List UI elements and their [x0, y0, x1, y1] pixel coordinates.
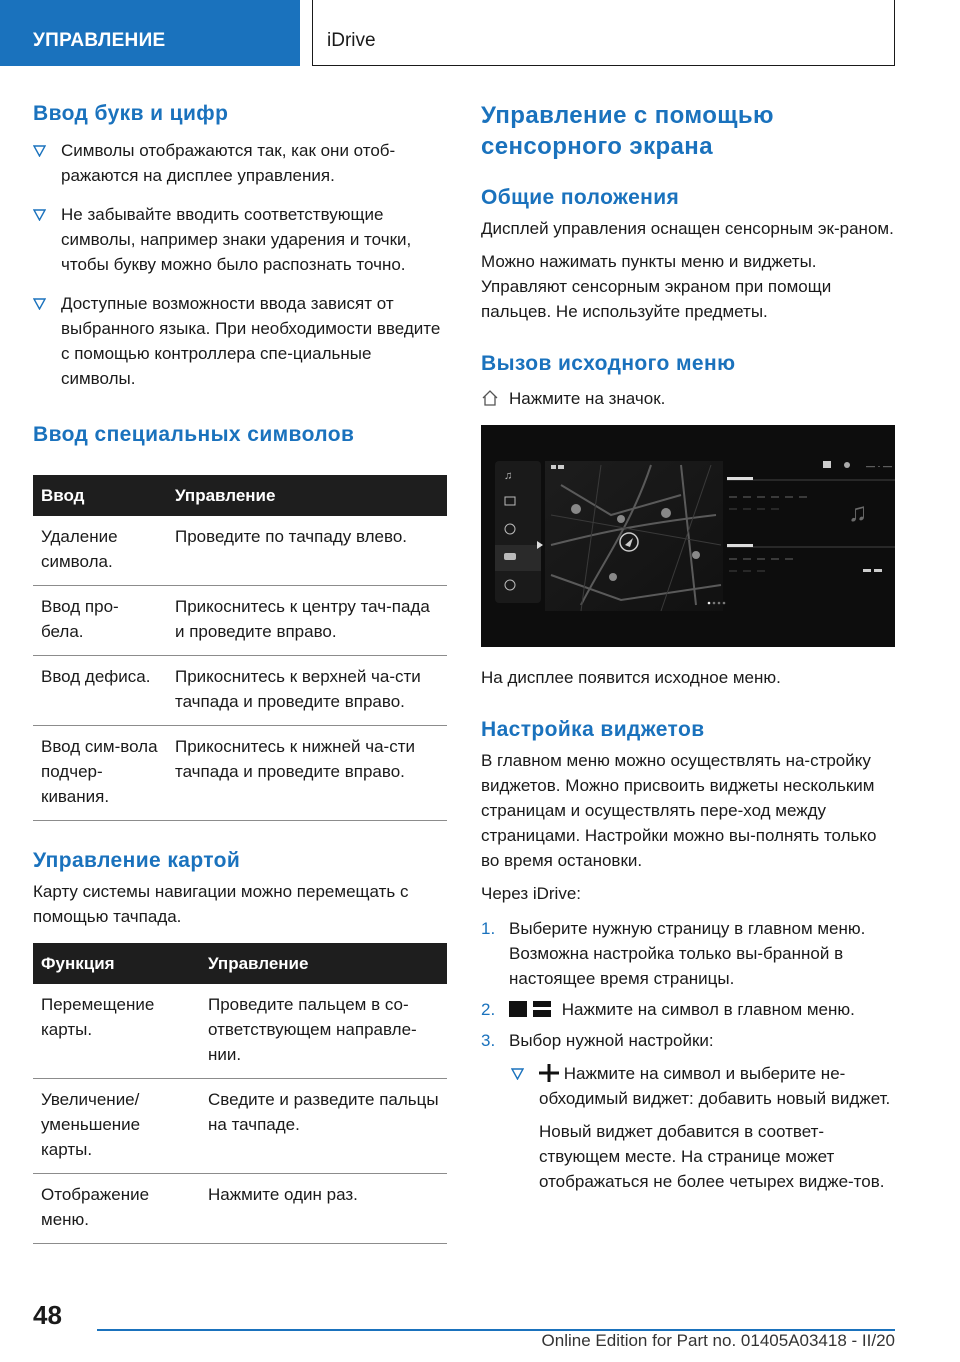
table-cell: Перемещение карты. — [33, 984, 200, 1079]
table-cell: Отображение меню. — [33, 1174, 200, 1244]
table-row — [33, 516, 447, 586]
heading-special-chars: Ввод специальных символов — [33, 423, 355, 446]
heading-widgets: Настройка виджетов — [481, 718, 705, 741]
special-chars-table — [33, 475, 447, 821]
home-step-text: Нажмите на значок. — [509, 389, 666, 408]
step-number: 3. — [481, 1031, 496, 1050]
table-cell: Удаление символа. — [33, 516, 167, 586]
table-cell: Увеличение/ уменьшение карты. — [33, 1079, 200, 1174]
home-screen-illustration — [481, 425, 895, 647]
table-row — [33, 656, 447, 726]
table-row — [33, 586, 447, 656]
svg-text:♫: ♫ — [504, 470, 513, 482]
bullet-text: Не забывайте вводить соответствующие символы, например знаки ударения и точки, чтобы букву можно было распознать точно. — [61, 205, 412, 274]
table-cell: Ввод про-бела. — [33, 586, 167, 656]
left-column — [33, 100, 447, 1244]
heading-touchscreen: Управление с помощью сенсорного экрана — [481, 102, 774, 160]
right-column — [481, 100, 895, 1194]
heading-letters-digits: Ввод букв и цифр — [33, 102, 229, 125]
table-row — [33, 1079, 447, 1174]
table-row — [33, 726, 447, 821]
table-cell: Прикоснитесь к верхней ча-сти тачпада и проведите вправо. — [167, 656, 447, 726]
home-icon — [481, 389, 499, 407]
step-text: Нажмите на символ в главном меню. — [561, 1000, 855, 1019]
home-result: На дисплее появится исходное меню. — [481, 668, 781, 687]
table-row — [33, 984, 447, 1079]
list-item — [481, 1028, 895, 1053]
table-cell: Ввод дефиса. — [33, 656, 167, 726]
screen-status-dashes: — · — — [866, 461, 892, 471]
sub-bullet-text: Нажмите на символ и выберите не-обходимый виджет: добавить новый виджет. — [539, 1064, 891, 1108]
step-text: Выберите нужную страницу в главном меню. Возможна настройка только вы-бранной в настоящее время страницы. — [509, 919, 866, 988]
table-cell: Сведите и разведите пальцы на тачпаде. — [200, 1079, 447, 1174]
triangle-bullet-icon — [33, 209, 46, 221]
table-cell: Нажмите один раз. — [200, 1174, 447, 1244]
list-item — [33, 202, 447, 277]
bullet-text: Доступные возможности ввода зависят от выбранного языка. При необходимости введите с помощью контроллера спе-циальные символы. — [61, 294, 441, 388]
table-cell: Ввод сим-вола подчер-кивания. — [33, 726, 167, 821]
step-text: Выбор нужной настройки: — [509, 1031, 714, 1050]
home-step — [481, 386, 895, 411]
step-number: 2. — [481, 1000, 496, 1019]
list-item — [481, 916, 895, 991]
table-header: Управление — [200, 943, 447, 984]
step-number: 1. — [481, 919, 496, 938]
heading-home-menu: Вызов исходного меню — [481, 352, 736, 375]
table-cell: Проведите по тачпаду влево. — [167, 516, 447, 586]
plus-icon — [539, 1064, 559, 1082]
chapter-title: iDrive — [312, 0, 895, 66]
map-description: Карту системы навигации можно перемещать с помощью тачпада. — [33, 882, 409, 926]
list-item — [33, 291, 447, 391]
table-header: Управление — [167, 475, 447, 516]
page-number: 48 — [33, 1300, 62, 1330]
table-cell: Прикоснитесь к нижней ча-сти тачпада и проведите вправо. — [167, 726, 447, 821]
list-item — [481, 997, 895, 1022]
general-paragraph-2: Можно нажимать пункты меню и виджеты. Управляют сенсорным экраном при помощи пальцев. Не используйте предметы. — [481, 252, 832, 321]
general-paragraph-1: Дисплей управления оснащен сенсорным эк-раном. — [481, 219, 894, 238]
bullet-text: Символы отображаются так, как они отоб-ражаются на дисплее управления. — [61, 141, 396, 185]
map-control-table — [33, 943, 447, 1244]
triangle-bullet-icon — [33, 145, 46, 157]
table-header: Ввод — [33, 475, 167, 516]
list-item — [481, 1061, 895, 1111]
table-header: Функция — [33, 943, 200, 984]
triangle-bullet-icon — [511, 1068, 524, 1080]
idrive-home-screen-image — [481, 425, 895, 647]
widgets-paragraph-2: Через iDrive: — [481, 884, 582, 903]
table-cell: Проведите пальцем в со-ответствующем направле-нии. — [200, 984, 447, 1079]
heading-general: Общие положения — [481, 186, 680, 209]
table-row — [33, 1174, 447, 1244]
triangle-bullet-icon — [33, 298, 46, 310]
widget-settings-icon — [509, 1000, 557, 1018]
page-header — [0, 0, 960, 66]
section-title: УПРАВЛЕНИЕ — [0, 0, 300, 66]
table-cell: Прикоснитесь к центру тач-пада и проведите вправо. — [167, 586, 447, 656]
list-item — [33, 138, 447, 188]
widgets-paragraph-1: В главном меню можно осуществлять на-стройку виджетов. Можно присвоить виджеты нескольким страницам и осуществлять пере-ход между страницами. Настройки можно вы-полнять только во время остановки. — [481, 751, 877, 870]
footer-edition: Online Edition for Part no. 01405A03418 - II/20 — [541, 1331, 895, 1350]
svg-text:♫: ♫ — [848, 497, 868, 527]
sub-paragraph: Новый виджет добавится в соответ-ствующем месте. На странице может отображаться не более четырех видже-тов. — [539, 1122, 885, 1191]
heading-map-control: Управление картой — [33, 849, 241, 872]
